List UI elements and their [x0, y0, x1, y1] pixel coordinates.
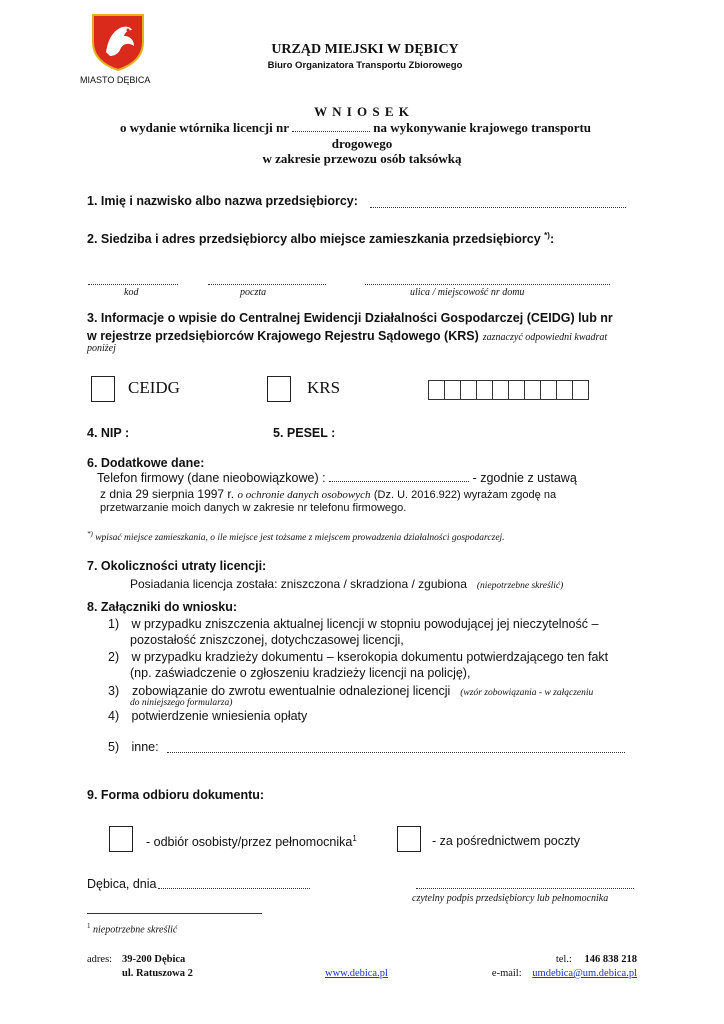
coat-of-arms-icon — [90, 12, 146, 72]
city-coat-of-arms — [90, 12, 146, 72]
krs-digit-box[interactable] — [525, 380, 541, 400]
footnote-num: 1 — [87, 922, 91, 930]
attachment-item — [108, 650, 608, 664]
post-office-field[interactable] — [208, 274, 326, 285]
city-caption: MIASTO DĘBICA — [80, 75, 151, 85]
attachment-hint-2: do niniejszego formularza) — [130, 698, 233, 708]
loss-text: Posiadania licencja została: zniszczona / skradziona / zgubiona — [130, 577, 467, 591]
footnote — [87, 922, 177, 935]
caption-poczta: poczta — [240, 287, 267, 298]
footer-email — [492, 968, 637, 979]
footer-address-label: adres: — [87, 954, 113, 965]
krs-digit-box[interactable] — [428, 380, 445, 400]
law-row — [100, 487, 556, 501]
krs-digit-box[interactable] — [493, 380, 509, 400]
attachment-num: 2) — [108, 650, 120, 664]
attachment-num: 3) — [108, 684, 120, 698]
krs-digit-box[interactable] — [477, 380, 493, 400]
name-field[interactable] — [370, 197, 626, 208]
license-number-field[interactable] — [292, 121, 370, 132]
attachment-text: zobowiązanie do zwrotu ewentualnie odnalezionej licencji — [132, 684, 451, 698]
attachment-text: potwierdzenie wniesienia opłaty — [131, 709, 308, 723]
section-3-hint-2: poniżej — [87, 343, 116, 354]
section-2-colon: : — [549, 232, 555, 247]
date-field[interactable] — [158, 878, 310, 889]
footer-email-link[interactable]: umdebica@um.debica.pl — [532, 968, 637, 979]
phone-field[interactable] — [329, 471, 469, 482]
title-line1b: na wykonywanie krajowego transportu — [373, 120, 592, 135]
section-3-label-2 — [87, 327, 607, 345]
section-6-label: 6. Dodatkowe dane: — [87, 456, 205, 470]
krs-digit-box[interactable] — [509, 380, 525, 400]
attachment-item — [108, 617, 598, 631]
section-3-label-1: 3. Informacje o wpisie do Centralnej Ewidencji Działalności Gospodarczej (CEIDG) lub nr — [87, 311, 613, 325]
krs-number-boxes[interactable] — [428, 380, 589, 400]
personal-pickup-checkbox[interactable] — [109, 826, 133, 852]
section-7-label: 7. Okoliczności utraty licencji: — [87, 559, 267, 573]
personal-pickup-sup: 1 — [352, 834, 357, 843]
section-9-label: 9. Forma odbioru dokumentu: — [87, 788, 265, 802]
signature-caption: czytelny podpis przedsiębiorcy lub pełnomocnika — [412, 893, 609, 904]
section-8-label: 8. Załączniki do wniosku: — [87, 600, 238, 614]
nip-label: 4. NIP : — [87, 426, 130, 440]
phone-label: Telefon firmowy (dane nieobowiązkowe) : — [97, 471, 326, 485]
ceidg-checkbox[interactable] — [91, 376, 115, 402]
address-note — [87, 530, 505, 543]
attachment-text: w przypadku zniszczenia aktualnej licencji w stopniu powodującej jej nieczytelność – — [131, 617, 599, 631]
law-date: z dnia 29 sierpnia 1997 r. — [100, 487, 235, 501]
phone-tail: - zgodnie z ustawą — [472, 471, 577, 485]
street-field[interactable] — [365, 274, 610, 285]
footer-address-2: ul. Ratuszowa 2 — [122, 968, 193, 979]
krs-digit-box[interactable] — [557, 380, 573, 400]
krs-digit-box[interactable] — [461, 380, 477, 400]
krs-label: KRS — [307, 378, 341, 397]
post-delivery-label: - za pośrednictwem poczty — [432, 834, 580, 848]
krs-digit-box[interactable] — [445, 380, 461, 400]
attachment-text-2: pozostałość zniszczonej, dotychczasowej licencji, — [130, 633, 404, 647]
krs-digit-box[interactable] — [573, 380, 589, 400]
note-mark: *) — [87, 530, 93, 538]
attachment-item — [108, 709, 307, 723]
signature-field[interactable] — [416, 878, 634, 889]
office-name: URZĄD MIEJSKI W DĘBICY — [271, 42, 459, 57]
footer-website-link[interactable]: www.debica.pl — [325, 968, 388, 979]
personal-pickup-text: - odbiór osobisty/przez pełnomocnika — [146, 835, 353, 850]
ceidg-label: CEIDG — [128, 378, 180, 397]
caption-ulica: ulica / miejscowość nr domu — [410, 287, 525, 298]
footer-tel — [556, 954, 637, 965]
title-line3: w zakresie przewozu osób taksówką — [262, 151, 462, 166]
krs-checkbox[interactable] — [267, 376, 291, 402]
note-text: wpisać miejsce zamieszkania, o ile miejsce jest tożsame z miejscem prowadzenia działalności gospodarczej. — [95, 533, 505, 544]
form-title: W N I O S E K — [314, 104, 410, 119]
law-ref: (Dz. U. 2016.922) wyrażam zgodę na — [373, 489, 557, 501]
footer-email-label: e-mail: — [491, 968, 522, 979]
footnote-text: niepotrzebne skreślić — [93, 924, 178, 936]
attachment-text: inne: — [131, 740, 159, 754]
section-3-text: w rejestrze przedsiębiorców Krajowego Rejestru Sądowego (KRS) — [87, 329, 479, 343]
section-3-hint: zaznaczyć odpowiedni kwadrat — [482, 332, 608, 343]
footer-tel-value: 146 838 218 — [584, 954, 637, 965]
personal-pickup-label — [146, 834, 357, 849]
law-title: o ochronie danych osobowych — [237, 489, 371, 501]
loss-row — [130, 575, 563, 593]
attachment-num: 4) — [108, 709, 120, 723]
office-subtitle: Biuro Organizatora Transportu Zbiorowego — [267, 60, 463, 71]
attachment-text-2: (np. zaświadczenie o zgłoszeniu kradzieży licencji na policję), — [130, 666, 471, 680]
attachment-hint: (wzór zobowiązania - w załączeniu — [460, 688, 594, 698]
section-2-text: 2. Siedziba i adres przedsiębiorcy albo miejsce zamieszkania przedsiębiorcy — [87, 232, 541, 247]
loss-hint: (niepotrzebne skreślić) — [476, 581, 564, 591]
phone-row — [97, 471, 577, 485]
post-delivery-checkbox[interactable] — [397, 826, 421, 852]
section-1-label: 1. Imię i nazwisko albo nazwa przedsiębiorcy: — [87, 194, 358, 208]
footer-address-1: 39-200 Dębica — [122, 954, 186, 965]
section-2-label — [87, 231, 554, 246]
title-line1 — [120, 120, 591, 136]
postal-code-field[interactable] — [88, 274, 178, 285]
title-line2: drogowego — [331, 136, 393, 151]
place-date-label: Dębica, dnia — [87, 877, 157, 891]
pesel-label: 5. PESEL : — [273, 426, 336, 440]
attachment-text: w przypadku kradzieży dokumentu – kserokopia dokumentu potwierdzającego ten fakt — [131, 650, 609, 664]
caption-kod: kod — [124, 287, 139, 298]
attachment-num: 5) — [108, 740, 120, 754]
law-row-2: przetwarzanie moich danych w zakresie nr telefonu firmowego. — [100, 502, 407, 514]
attachment-num: 1) — [108, 617, 120, 631]
krs-digit-box[interactable] — [541, 380, 557, 400]
section-2-mark: *) — [544, 231, 550, 240]
footer-tel-label: tel.: — [555, 954, 572, 965]
footnote-divider — [87, 913, 262, 914]
title-line1a: o wydanie wtórnika licencji nr — [120, 120, 289, 135]
attachment-item — [108, 740, 159, 754]
other-attachment-field[interactable] — [167, 742, 625, 753]
